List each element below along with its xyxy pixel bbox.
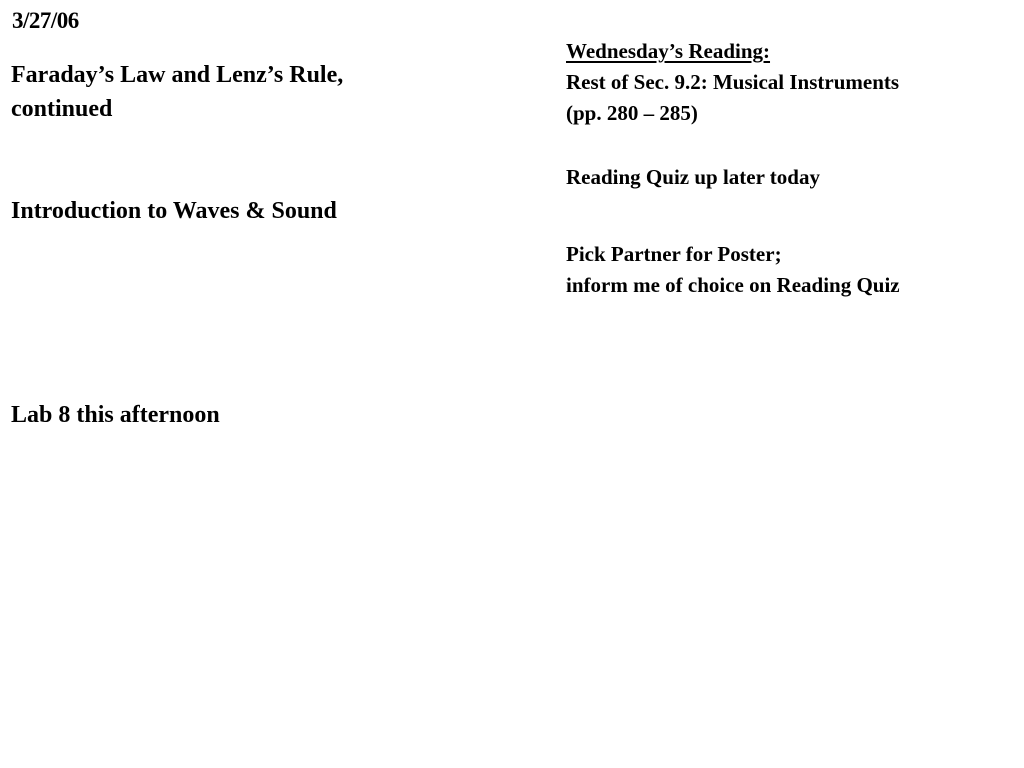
reading-pages: (pp. 280 – 285) xyxy=(566,101,698,125)
quiz-note: Reading Quiz up later today xyxy=(566,165,820,189)
partner-note-line1: Pick Partner for Poster; xyxy=(566,242,782,266)
topic-faraday-lenz-line1: Faraday’s Law and Lenz’s Rule, xyxy=(11,62,344,88)
topic-waves-sound: Introduction to Waves & Sound xyxy=(11,198,337,224)
reading-heading: Wednesday’s Reading: xyxy=(566,39,771,63)
topic-lab: Lab 8 this afternoon xyxy=(11,402,220,428)
partner-note-line2: inform me of choice on Reading Quiz xyxy=(566,273,900,297)
topic-faraday-lenz xyxy=(11,58,343,126)
slide-date: 3/27/06 xyxy=(12,8,79,33)
reading-assignment: Rest of Sec. 9.2: Musical Instruments xyxy=(566,70,900,94)
topic-faraday-lenz-line2: continued xyxy=(11,96,113,122)
